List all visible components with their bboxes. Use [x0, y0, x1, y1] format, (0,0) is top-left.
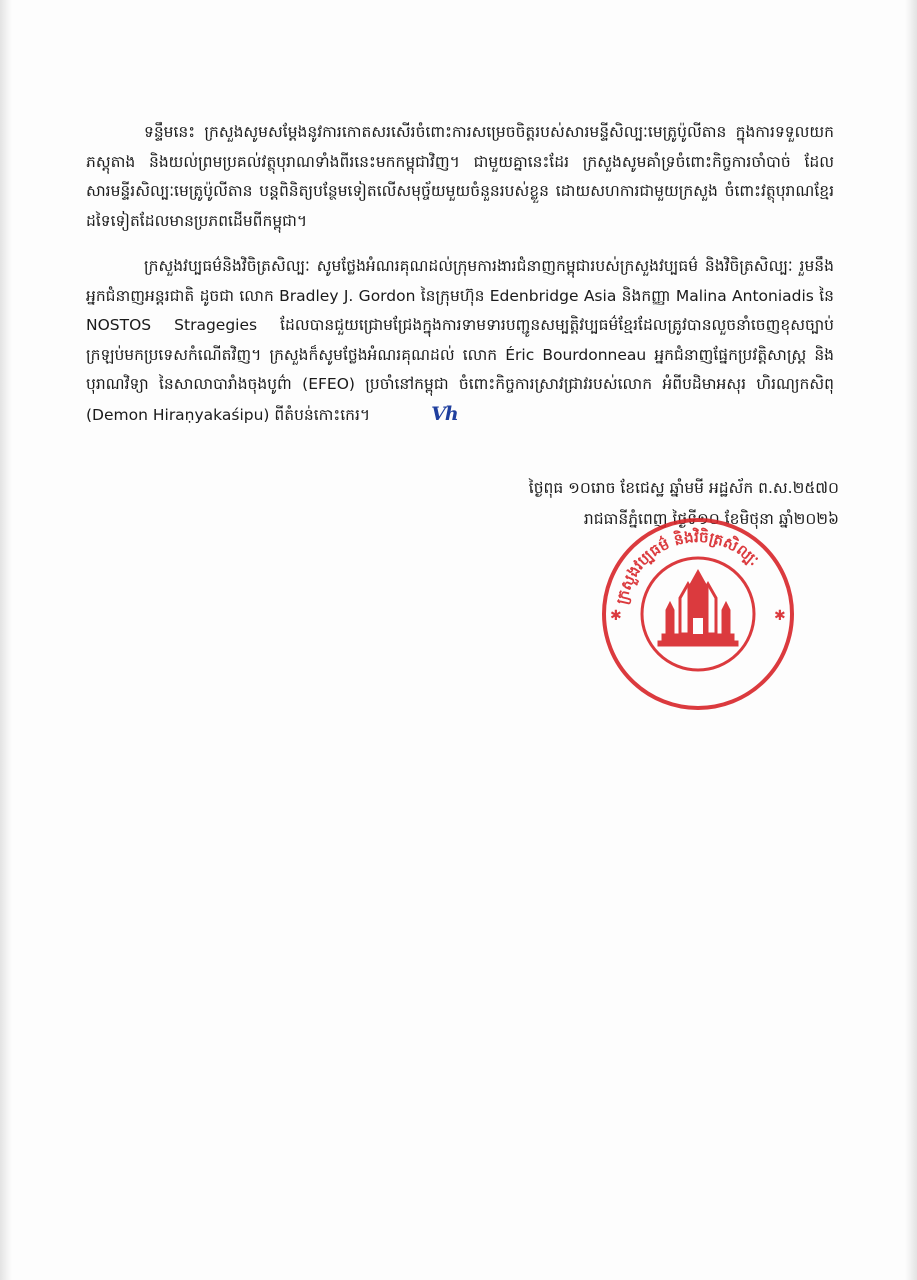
- body-paragraph-2: [86, 252, 834, 430]
- page-edge-shadow-left: [0, 0, 12, 1280]
- initials-mark: Vh: [431, 402, 458, 425]
- date-lunar: ថ្ងៃពុធ ១០រោច ខែជេស្ឋ ឆ្នាំមមី អដ្ឋស័ក ព.ស.២៥៧០: [528, 479, 839, 497]
- body-paragraph-2-text: ក្រសួងវប្បធម៌និងវិចិត្រសិល្បៈ សូមថ្លែងអំណរគុណដល់ក្រុមការងារជំនាញកម្ពុជារបស់ក្រសួងវប្បធម៌ និងវិចិត្រសិល្បៈ រួមនឹងអ្នកជំនាញអន្តរជាតិ ដូចជា លោក Bradley J. Gordon នៃក្រុមហ៊ុន Edenbridge Asia និងកញ្ញា Malina Antoniadis នៃ NOSTOS Stragegies ដែលបានជួយជ្រោមជ្រែងក្នុងការទាមទារបញ្ជូនសម្បត្តិវប្បធម៌ខ្មែរដែលត្រូវបានលួចនាំចេញខុសច្បាប់ក្រឡប់មកប្រទេសកំណើតវិញ។ ក្រសួងក៏សូមថ្លែងអំណរគុណដល់ លោក Éric Bourdonneau អ្នកជំនាញផ្នែកប្រវត្តិសាស្ត្រ និងបុរាណវិទ្យា នៃសាលាបារាំងចុងបូព៌ា (EFEO) ប្រចាំនៅកម្ពុជា ចំពោះកិច្ចការស្រាវជ្រាវរបស់លោក អំពីបដិមាអសុរ ហិរណ្យកសិពុ (Demon Hiraṇyakaśipu) ពីតំបន់កោះកេរ។: [86, 257, 834, 424]
- angkor-wat-icon: [658, 570, 738, 646]
- stamp-ring-textpath: ក្រសួងវប្បធម៌ និងវិចិត្រសិល្បៈ: [612, 527, 763, 606]
- stamp-star-left-icon: ✱: [610, 608, 622, 624]
- body-paragraph-1: ទន្ទឹមនេះ ក្រសួងសូមសម្ដែងនូវការកោតសរសើរចំពោះការសម្រេចចិត្តរបស់សារមន្ទីសិល្បៈមេត្រូប៉ូលីតាន ក្នុងការទទួលយកភស្តុតាង និងយល់ព្រមប្រគល់វត្ថុបុរាណទាំងពីរនេះមកកម្ពុជាវិញ។ ជាមួយគ្នានេះដែរ ក្រសួងសូមគាំទ្រចំពោះកិច្ចការចាំបាច់ ដែលសារមន្ទីរសិល្បៈមេត្រូប៉ូលីតាន បន្តពិនិត្យបន្ថែមទៀតលើសមុច្ច័យមួយចំនួនរបស់ខ្លួន ដោយសហការជាមួយក្រសួង ចំពោះវត្ថុបុរាណខ្មែរដទៃទៀតដែលមានប្រភពដើមពីកម្ពុជា។: [86, 123, 834, 230]
- stamp-star-right-icon: ✱: [774, 608, 786, 624]
- stamp-ring-text: [613, 527, 763, 606]
- page-edge-shadow-right: [905, 0, 917, 1280]
- date-solar: រាជធានីភ្នំពេញ ថ្ងៃទី១០ ខែមិថុនា ឆ្នាំ២០២៦: [583, 510, 839, 528]
- official-stamp: [596, 514, 800, 710]
